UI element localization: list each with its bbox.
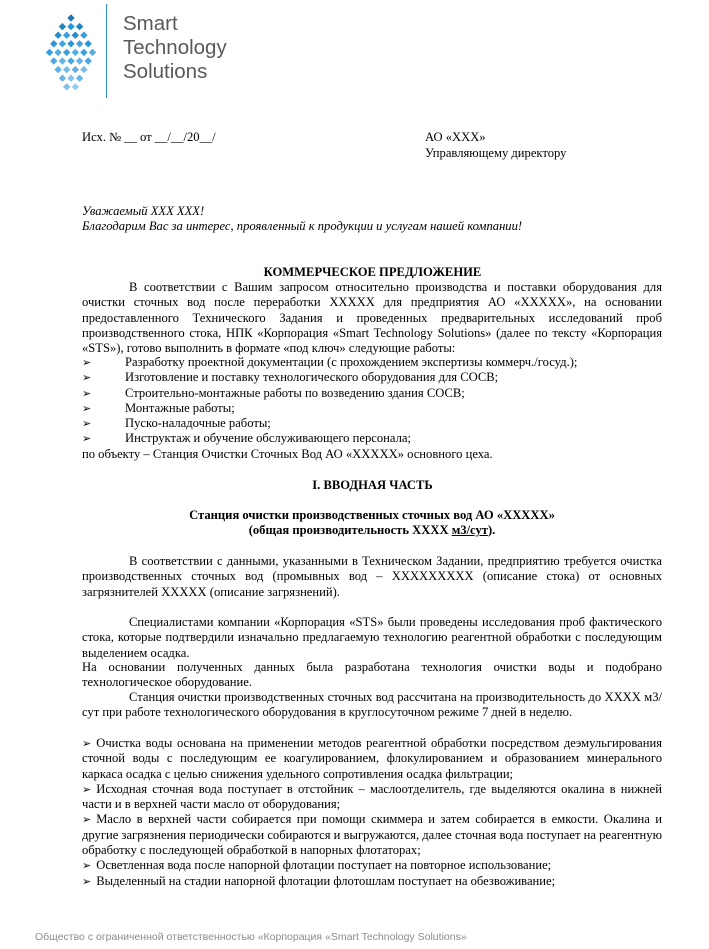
logo-cell <box>67 23 74 30</box>
arrow-marker-icon: ➢ <box>82 432 92 446</box>
logo-cell <box>67 14 74 21</box>
addressee-block <box>425 130 566 161</box>
arrow-marker-icon: ➢ <box>82 737 92 750</box>
list-item: ➢ Осветленная вода после напорной флотации поступает на повторное использование; <box>82 858 552 873</box>
arrow-marker-icon: ➢ <box>82 859 92 873</box>
greeting <box>82 204 682 234</box>
station-heading-line1: Станция очистки производственных сточных вод АО «ХХХХХ» <box>189 508 555 522</box>
logo-cell <box>80 66 87 73</box>
brand-line-2: Technology <box>123 36 227 59</box>
list-item: ➢ Выделенный на стадии напорной флотации флотошлам поступает на обезвоживание; <box>82 873 556 888</box>
logo-cell <box>46 49 53 56</box>
logo-cell <box>50 40 57 47</box>
offer-title: КОММЕРЧЕСКОЕ ПРЕДЛОЖЕНИЕ <box>263 265 482 279</box>
logo-cell <box>72 49 79 56</box>
logo-cell <box>72 66 79 73</box>
logo-cell <box>54 32 61 39</box>
list-item: ➢ Монтажные работы; <box>82 400 235 415</box>
logo-cell <box>67 75 74 82</box>
arrow-marker-icon: ➢ <box>82 874 92 888</box>
brand-line-1: Smart <box>123 12 178 35</box>
list-item: ➢ Строительно-монтажные работы по возведению здания СОСВ; <box>82 385 465 400</box>
paragraph-capacity: Станция очистки производственных сточных вод рассчитана на производительность до ХХХХ м3/сут при работе технологического оборудования в круглосуточном режиме 7 дней в неделю. <box>82 690 662 720</box>
paragraph-technology: На основании полученных данных была разработана технология очистки воды и подобрано технологическое оборудование. <box>82 660 662 690</box>
arrow-marker-icon: ➢ <box>82 782 92 796</box>
arrow-marker-icon: ➢ <box>82 356 92 369</box>
process-list <box>82 736 662 889</box>
list-item: ➢ Очистка воды основана на применении методов реагентной обработки посредством деэмульгирования сточной воды с последующим ее коагулированием, флокулированием и образованием минерального каркаса осадка с целью снижения удельного сопротивления осадка фильтрации; <box>82 736 662 781</box>
arrow-marker-icon: ➢ <box>82 417 92 431</box>
arrow-marker-icon: ➢ <box>82 386 92 400</box>
arrow-marker-icon: ➢ <box>82 401 92 415</box>
outgoing-reference: Исх. № __ от __/__/20__/ <box>82 130 216 144</box>
logo-cell <box>72 83 79 90</box>
arrow-marker-icon: ➢ <box>82 813 92 827</box>
list-item: ➢ Инструктаж и обучение обслуживающего персонала; <box>82 431 411 446</box>
logo-cell <box>59 57 66 64</box>
list-item: ➢ Разработку проектной документации (с прохождением экспертизы коммерч./госуд.); <box>82 355 578 369</box>
logo-cell <box>72 32 79 39</box>
logo-cell <box>89 49 96 56</box>
logo-cell <box>54 66 61 73</box>
brand-line-3: Solutions <box>123 60 208 83</box>
logo-cell <box>80 32 87 39</box>
greeting-salutation: Уважаемый ХХХ ХХХ! <box>82 204 205 218</box>
offer-object: по объекту – Станция Очистки Сточных Вод АО «ХХХХХ» основного цеха. <box>82 447 493 461</box>
greeting-thanks: Благодарим Вас за интерес, проявленный к продукции и услугам нашей компании! <box>82 219 523 233</box>
paragraph-research: Специалистами компании «Корпорация «STS» были проведены исследования проб фактического стока, которые подтвердили изначально предлагаемую технологию реагентной обработки с последующим выделением осадка. <box>82 615 662 660</box>
station-heading <box>82 508 662 539</box>
pinecone-logo-icon <box>31 12 111 98</box>
logo-cell <box>85 57 92 64</box>
page-footer: Общество с ограниченной ответственностью «Корпорация «Smart Technology Solutions» <box>35 931 467 943</box>
logo-cell <box>85 40 92 47</box>
addressee-company: АО «ХХХ» <box>425 130 486 144</box>
logo-cell <box>76 75 83 82</box>
logo-cell <box>63 66 70 73</box>
list-item: ➢ Масло в верхней части собирается при помощи скиммера и затем собирается в емкости. Окалина и другие загрязнения периодически собираются и выгружаются, далее сточная вода поступает на реагентную обработку с последующей обработкой в напорных флотаторах; <box>82 812 662 858</box>
list-item: ➢ Исходная сточная вода поступает в отстойник – маслоотделитель, где выделяются окалина в нижней части и в верхней части масло от оборудования; <box>82 781 662 812</box>
logo-cell <box>80 49 87 56</box>
logo-cell <box>63 32 70 39</box>
offer-intro: В соответствии с Вашим запросом относительно производства и поставки оборудования для очистки сточных вод после переработки ХХХХХ для предприятия АО «ХХХХХ», на основании предоставленного Технического Задания и проведенных предварительных исследований проб производственного стока, НПК «Корпорация «Smart Technology Solutions» (далее по тексту «Корпорация «STS»), готово выполнить в формате «под ключ» следующие работы: <box>82 280 662 356</box>
addressee-person: Управляющему директору <box>425 145 567 160</box>
logo-cell <box>76 57 83 64</box>
works-list <box>82 355 662 447</box>
logo-cell <box>67 40 74 47</box>
paragraph-requirements: В соответствии с данными, указанными в Техническом Задании, предприятию требуется очистка производственных сточных вод (промывных вод – ХХХХХХХХХ (описание стока) от основных загрязнителей ХХХХХ (описание загрязнений). <box>82 554 662 599</box>
logo-cell <box>59 23 66 30</box>
logo-cell <box>63 83 70 90</box>
logo-cell <box>54 49 61 56</box>
logo-cell <box>59 40 66 47</box>
logo-cell <box>76 23 83 30</box>
arrow-marker-icon: ➢ <box>82 371 92 385</box>
section-title: I. ВВОДНАЯ ЧАСТЬ <box>312 478 433 492</box>
list-item: ➢ Пуско-наладочные работы; <box>82 416 271 431</box>
logo-divider <box>106 4 107 98</box>
logo-cell <box>67 57 74 64</box>
station-heading-line2: (общая производительность ХХХХ м3/сут). <box>248 523 496 538</box>
list-item: ➢ Изготовление и поставку технологического оборудования для СОСВ; <box>82 370 499 385</box>
logo-cell <box>50 57 57 64</box>
logo-cell <box>63 49 70 56</box>
logo-cell <box>76 40 83 47</box>
logo-cell <box>59 75 66 82</box>
brand-name <box>123 12 227 84</box>
